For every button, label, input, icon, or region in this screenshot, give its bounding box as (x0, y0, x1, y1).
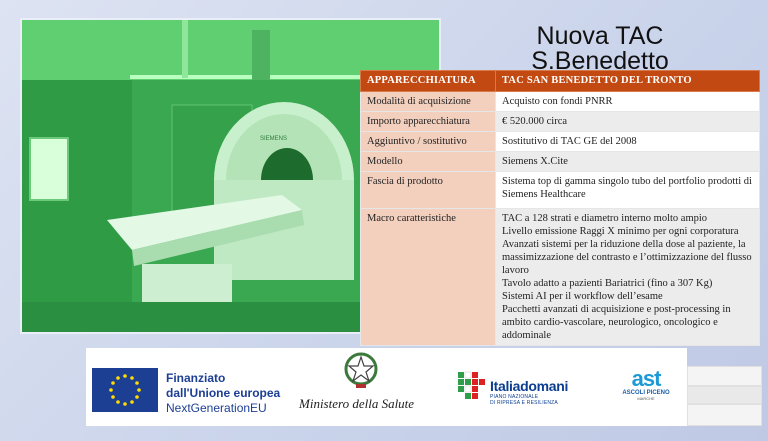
italia-domani-icon (456, 370, 488, 409)
table-row (361, 152, 760, 172)
row-value: € 520.000 circa (496, 112, 760, 132)
eu-line-3: NextGenerationEU (166, 401, 267, 415)
eu-line-2: dall'Unione europea (166, 386, 281, 400)
row-key: Aggiuntivo / sostitutivo (361, 132, 496, 152)
hidden-row-2 (687, 386, 762, 404)
row-value: Siemens X.Cite (496, 152, 760, 172)
row-key: Importo apparecchiatura (361, 112, 496, 132)
italia-domani-sub-2: DI RIPRESA E RESILIENZA (490, 400, 558, 406)
row-key: Modello (361, 152, 496, 172)
header-tac-name: TAC SAN BENEDETTO DEL TRONTO (496, 71, 760, 92)
row-key: Modalità di acquisizione (361, 92, 496, 112)
eu-flag-icon (92, 368, 158, 412)
hidden-row-1 (687, 366, 762, 386)
spec-table (360, 70, 760, 346)
ast-ascoli-logo (616, 368, 676, 401)
table-row (361, 209, 760, 346)
table-row (361, 92, 760, 112)
row-key: Macro caratteristiche (361, 209, 496, 346)
ast-subtitle: ASCOLI PICENO (622, 390, 670, 396)
italia-domani-text (490, 378, 568, 406)
slide-title: Nuova TAC S.Benedetto (531, 24, 669, 70)
funding-logos-strip (86, 348, 687, 426)
row-value: Sostitutivo di TAC GE del 2008 (496, 132, 760, 152)
siemens-label: SIEMENS (260, 136, 288, 142)
italia-domani-title: Italiadomani (490, 378, 569, 394)
ministry-logo-text: Ministero della Salute (299, 396, 415, 411)
table-row (361, 112, 760, 132)
row-value: TAC a 128 strati e diametro interno molto ampio Livello emissione Raggi X minimo per ogni corporatura Avanzati sistemi per la riduzione della dose al paziente, la massimizzazione del contrasto e l’ottimizzazione del flusso lavoro Tavolo adatto a pazienti Bariatrici (fino a 307 Kg) Sistemi AI per il workflow dell’esame Pacchetti avanzati di acquisizione e post-processing in ambito cardio-vascolare, neurologico, oncologico e addominale (496, 209, 760, 346)
header-equipment: APPARECCHIATURA (361, 71, 496, 92)
table-row (361, 132, 760, 152)
eu-line-1: Finanziato (166, 371, 226, 385)
ast-logo-text: ast (631, 366, 661, 391)
row-value: Acquisto con fondi PNRR (496, 92, 760, 112)
hidden-row-3 (687, 404, 762, 426)
row-value: Sistema top di gamma singolo tubo del portfolio prodotti di Siemens Healthcare (496, 172, 760, 209)
eu-funding-text (166, 371, 280, 416)
italia-domani-sub-1: PIANO NAZIONALE (490, 394, 539, 400)
table-row (361, 172, 760, 209)
italian-republic-emblem-icon (344, 351, 378, 396)
ast-region: MARCHE (637, 396, 655, 401)
row-key: Fascia di prodotto (361, 172, 496, 209)
